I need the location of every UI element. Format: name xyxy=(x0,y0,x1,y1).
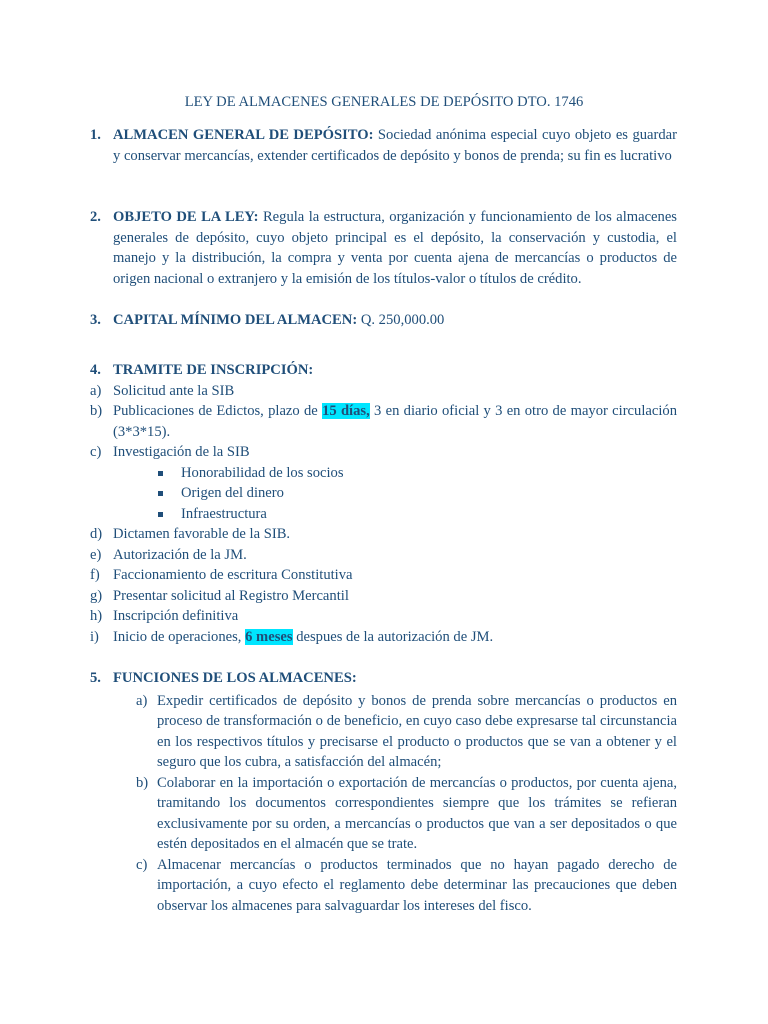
list-label: h) xyxy=(90,608,103,624)
section-heading: ALMACEN GENERAL DE DEPÓSITO: xyxy=(113,127,374,143)
list-label: a) xyxy=(90,382,102,399)
list-text: Faccionamiento de escritura Constitutiva xyxy=(113,567,353,583)
document-title: LEY DE ALMACENES GENERALES DE DEPÓSITO DTO. 1746 xyxy=(184,94,584,110)
section-number: 4. xyxy=(90,362,101,378)
list-text-pre: Publicaciones de Edictos, plazo de xyxy=(113,403,318,419)
bullet-square-icon xyxy=(158,491,163,496)
section-2 xyxy=(90,207,677,289)
list-label: e) xyxy=(90,546,102,563)
section-body xyxy=(113,360,677,381)
bullet-text: Origen del dinero xyxy=(181,485,284,501)
list-item xyxy=(90,773,677,855)
bullet-text: Honorabilidad de los socios xyxy=(181,464,344,481)
list-text: Investigación de la SIB xyxy=(113,444,250,460)
section-4 xyxy=(90,360,677,647)
section-5 xyxy=(90,668,677,916)
section-3 xyxy=(90,310,677,331)
highlighted-text: 15 días, xyxy=(322,403,370,419)
list-label: g) xyxy=(90,587,103,604)
list-text: Solicitud ante la SIB xyxy=(113,382,235,399)
bullet-item xyxy=(90,504,677,525)
list-item xyxy=(90,586,677,607)
list-text: Presentar solicitud al Registro Mercantil xyxy=(113,587,349,604)
list-text: Dictamen favorable de la SIB. xyxy=(113,526,291,542)
section-body xyxy=(113,668,677,689)
section-text: Sociedad anónima especial cuyo objeto es guardar y conservar mercancías, extender certificados de depósito y bonos de prenda; su fin es lucrativo xyxy=(113,127,678,164)
section-text: Q. 250,000.00 xyxy=(360,312,445,328)
list-item xyxy=(90,442,677,463)
section-heading: FUNCIONES DE LOS ALMACENES: xyxy=(113,670,357,686)
list-label: i) xyxy=(90,628,99,645)
list-item xyxy=(90,627,677,648)
highlighted-text: 6 meses xyxy=(245,628,293,645)
bullet-square-icon xyxy=(158,471,163,476)
list-text-post: 3 en diario oficial y 3 en otro de mayor circulación (3*3*15). xyxy=(113,403,677,440)
list-item xyxy=(90,855,677,917)
section-number: 5. xyxy=(90,670,101,686)
list-item xyxy=(90,524,677,545)
section-number: 3. xyxy=(90,312,101,328)
bullet-text: Infraestructura xyxy=(181,505,267,522)
list-text-post: despues de la autorización de JM. xyxy=(296,628,494,645)
section-text: Regula la estructura, organización y funcionamiento de los almacenes generales de depósito, cuyo objeto principal es el depósito, la conservación y custodia, el manejo y la distribución, la compra y venta por cuenta ajena de mercancías o productos de origen nacional o extranjero y la emisión de los títulos-valor o títulos de crédito. xyxy=(113,209,677,287)
list-item xyxy=(90,691,677,773)
list-text: Autorización de la JM. xyxy=(113,546,247,563)
list-label: d) xyxy=(90,526,103,542)
list-item xyxy=(90,401,677,442)
list-text xyxy=(113,627,677,648)
section-number: 1. xyxy=(90,127,101,143)
section-body xyxy=(113,207,677,289)
list-item xyxy=(90,606,677,627)
list-text xyxy=(113,401,677,442)
list-item xyxy=(90,565,677,586)
bullet-square-icon xyxy=(158,512,163,517)
bullet-item xyxy=(90,483,677,504)
list-label: b) xyxy=(136,774,149,791)
list-item xyxy=(90,381,677,402)
section-heading: TRAMITE DE INSCRIPCIÓN: xyxy=(113,362,314,378)
list-label: c) xyxy=(90,444,102,460)
list-text: Inscripción definitiva xyxy=(113,608,239,624)
list-text-pre: Inicio de operaciones, xyxy=(113,628,242,645)
bullet-item xyxy=(90,463,677,484)
section-heading: OBJETO DE LA LEY: xyxy=(113,209,259,225)
list-text: Expedir certificados de depósito y bonos de prenda sobre mercancías o productos en proceso de transformación o de beneficio, en cuyo caso debe expresarse tal circunstancia en los respectivos títulos y precisarse el producto o productos que se van a obtener y el seguro que los cubra, a satisfacción del almacén; xyxy=(157,692,677,770)
list-text: Colaborar en la importación o exportación de mercancías o productos, por cuenta ajena, tramitando los documentos correspondientes siempre que los trámites se refieran exclusivamente por su orden, a mercancías o productos que van a ser depositados o que estén depositados en el almacén que se trate. xyxy=(157,774,677,852)
section-number: 2. xyxy=(90,209,101,225)
section-body xyxy=(113,310,677,331)
list-item xyxy=(90,545,677,566)
list-label: a) xyxy=(136,692,148,709)
list-label: b) xyxy=(90,403,103,419)
section-body xyxy=(113,125,677,166)
list-text: Almacenar mercancías o productos terminados que no hayan pagado derecho de importación, a cuyo efecto el reglamento debe determinar las precauciones que deben observar los almacenes para salvaguardar los intereses del fisco. xyxy=(157,856,677,914)
list-label: f) xyxy=(90,567,100,583)
section-heading: CAPITAL MÍNIMO DEL ALMACEN: xyxy=(113,312,358,328)
section-1 xyxy=(90,125,677,166)
list-label: c) xyxy=(136,856,148,873)
